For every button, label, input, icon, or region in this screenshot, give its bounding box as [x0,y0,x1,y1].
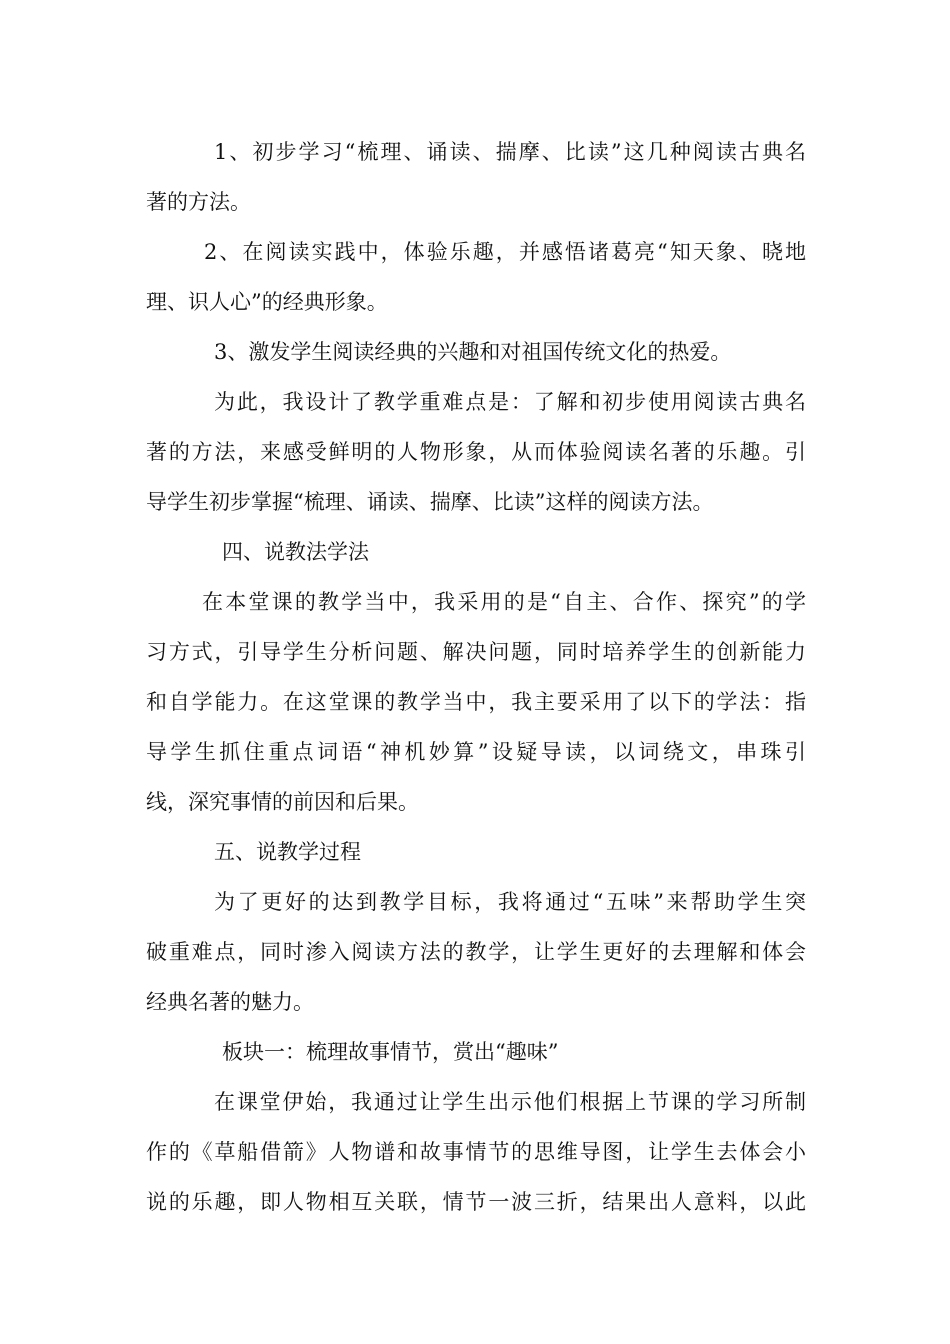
paragraph-line: 3、激发学生阅读经典的兴趣和对祖国传统文化的热爱。 [214,340,732,364]
paragraph-line: 为此，我设计了教学重难点是：了解和初步使用阅读古典名 [214,390,806,414]
paragraph-line: 理、识人心”的经典形象。 [146,290,388,314]
section-heading: 板块一：梳理故事情节，赏出“趣味” [222,1040,559,1064]
paragraph-line: 导学生初步掌握“梳理、诵读、揣摩、比读”这样的阅读方法。 [146,490,714,514]
paragraph-line: 2、在阅读实践中，体验乐趣，并感悟诸葛亮“知天象、晓地 [204,240,806,264]
paragraph-line: 说的乐趣，即人物相互关联，情节一波三折，结果出人意料，以此 [146,1190,806,1214]
section-heading: 五、说教学过程 [214,840,361,864]
paragraph-line: 著的方法。 [146,190,251,214]
paragraph-line: 经典名著的魅力。 [146,990,314,1014]
paragraph-line: 和自学能力。在这堂课的教学当中，我主要采用了以下的学法：指 [146,690,806,714]
paragraph-line: 线，深究事情的前因和后果。 [146,790,419,814]
paragraph-line: 习方式，引导学生分析问题、解决问题，同时培养学生的创新能力 [146,640,806,664]
paragraph-line: 作的《草船借箭》人物谱和故事情节的思维导图，让学生去体会小 [146,1140,806,1164]
section-heading: 四、说教法学法 [222,540,369,564]
paragraph-line: 导学生抓住重点词语“神机妙算”设疑导读，以词绕文，串珠引 [146,740,806,764]
paragraph-line: 在本堂课的教学当中，我采用的是“自主、合作、探究”的学 [202,590,806,614]
paragraph-line: 破重难点，同时渗入阅读方法的教学，让学生更好的去理解和体会 [146,940,806,964]
paragraph-line: 在课堂伊始，我通过让学生出示他们根据上节课的学习所制 [214,1090,806,1114]
paragraph-line: 著的方法，来感受鲜明的人物形象，从而体验阅读名著的乐趣。引 [146,440,806,464]
paragraph-line: 1、初步学习“梳理、诵读、揣摩、比读”这几种阅读古典名 [214,140,806,164]
paragraph-line: 为了更好的达到教学目标，我将通过“五味”来帮助学生突 [214,890,806,914]
